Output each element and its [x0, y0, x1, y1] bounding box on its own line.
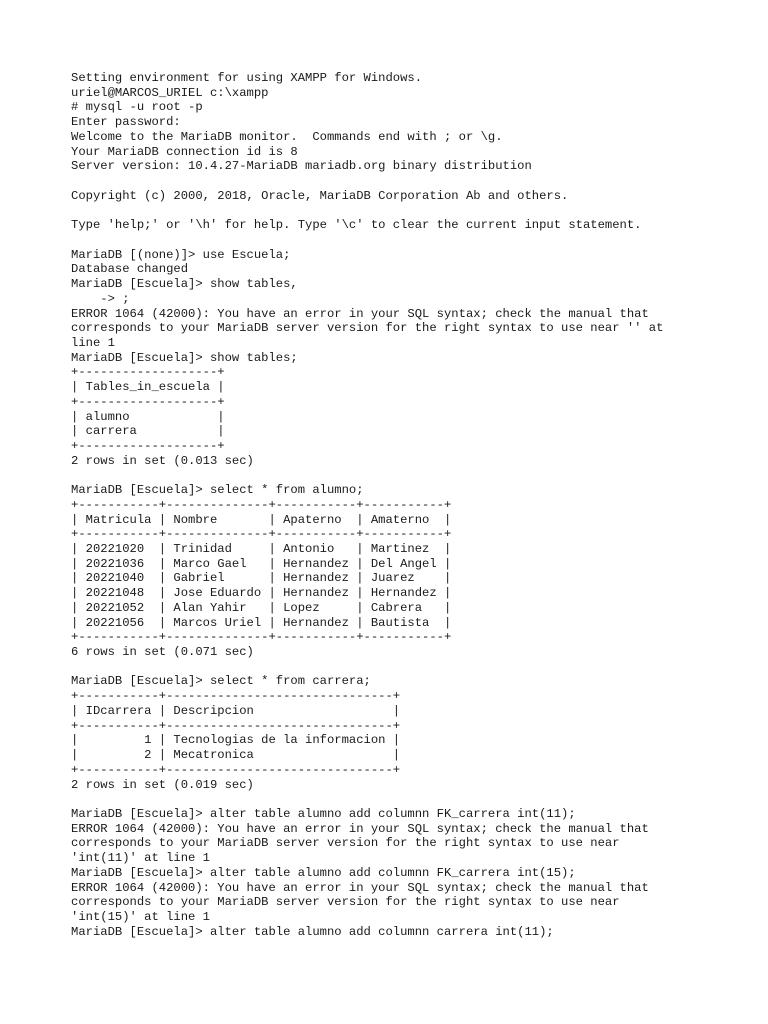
transcript-line: line 1	[71, 335, 115, 350]
transcript-line: Server version: 10.4.27-MariaDB mariadb.org binary distribution	[71, 159, 532, 174]
transcript-line: Your MariaDB connection id is 8	[71, 144, 298, 159]
transcript-line: ERROR 1064 (42000): You have an error in your SQL syntax; check the manual that	[71, 306, 649, 321]
blank-line	[71, 203, 751, 218]
transcript-line: | Matricula | Nombre | Apaterno | Amaterno |	[71, 512, 452, 527]
transcript-line: +-----------+--------------+-----------+-----------+	[71, 497, 452, 512]
transcript-line: 'int(11)' at line 1	[71, 851, 210, 866]
transcript-line: +-------------------+	[71, 365, 225, 380]
transcript-line: | 2 | Mecatronica |	[71, 748, 401, 763]
blank-line	[71, 233, 751, 248]
transcript-line: +-----------+-------------------------------+	[71, 718, 401, 733]
transcript-line: +-----------+-------------------------------+	[71, 762, 401, 777]
blank-line	[71, 468, 751, 483]
transcript-line: 2 rows in set (0.013 sec)	[71, 453, 254, 468]
transcript-line: Enter password:	[71, 115, 181, 130]
transcript-line: uriel@MARCOS_URIEL c:\xampp	[71, 85, 269, 100]
transcript-line: corresponds to your MariaDB server version for the right syntax to use near	[71, 895, 620, 910]
transcript-line: | 20221052 | Alan Yahir | Lopez | Cabrera |	[71, 600, 452, 615]
transcript-line: | 20221056 | Marcos Uriel | Hernandez | Bautista |	[71, 615, 452, 630]
transcript-line: Database changed	[71, 262, 189, 277]
transcript-line: +-----------+--------------+-----------+-----------+	[71, 527, 452, 542]
transcript-line: Copyright (c) 2000, 2018, Oracle, MariaDB Corporation Ab and others.	[71, 188, 569, 203]
transcript-line: +-----------+--------------+-----------+-----------+	[71, 630, 452, 645]
transcript-line: ERROR 1064 (42000): You have an error in your SQL syntax; check the manual that	[71, 821, 649, 836]
transcript-line: 2 rows in set (0.019 sec)	[71, 777, 254, 792]
transcript-line: | 1 | Tecnologias de la informacion |	[71, 733, 401, 748]
transcript-line: 'int(15)' at line 1	[71, 909, 210, 924]
blank-line	[71, 660, 751, 675]
transcript-line: -> ;	[71, 291, 130, 306]
transcript-line: Setting environment for using XAMPP for Windows.	[71, 71, 423, 85]
transcript-line: | 20221020 | Trinidad | Antonio | Martinez |	[71, 542, 452, 556]
transcript-line: +-------------------+	[71, 438, 225, 453]
transcript-line: MariaDB [Escuela]> alter table alumno add columnn FK_carrera int(15);	[71, 865, 576, 880]
transcript-line: MariaDB [Escuela]> show tables,	[71, 277, 298, 292]
blank-line	[71, 174, 751, 189]
transcript-line: MariaDB [(none)]> use Escuela;	[71, 247, 291, 262]
transcript-line: MariaDB [Escuela]> alter table alumno add columnn carrera int(11);	[71, 924, 554, 939]
transcript-line: corresponds to your MariaDB server version for the right syntax to use near '' at	[71, 321, 664, 336]
transcript-line: Type 'help;' or '\h' for help. Type '\c' to clear the current input statement.	[71, 218, 642, 233]
transcript-line: MariaDB [Escuela]> alter table alumno add columnn FK_carrera int(11);	[71, 806, 576, 821]
transcript-line: +-------------------+	[71, 394, 225, 409]
transcript-line: ERROR 1064 (42000): You have an error in your SQL syntax; check the manual that	[71, 880, 649, 895]
transcript-line: Welcome to the MariaDB monitor. Commands end with ; or \g.	[71, 129, 503, 144]
transcript-line: | IDcarrera | Descripcion |	[71, 703, 401, 718]
terminal-transcript	[71, 71, 751, 939]
transcript-line: # mysql -u root -p	[71, 100, 203, 115]
transcript-line: | 20221048 | Jose Eduardo | Hernandez | Hernandez |	[71, 586, 452, 601]
transcript-line: +-----------+-------------------------------+	[71, 689, 401, 704]
transcript-line: MariaDB [Escuela]> select * from alumno;	[71, 483, 364, 498]
transcript-line: corresponds to your MariaDB server version for the right syntax to use near	[71, 836, 620, 851]
transcript-line: MariaDB [Escuela]> show tables;	[71, 350, 298, 365]
transcript-line: | carrera |	[71, 424, 225, 439]
transcript-line: | 20221036 | Marco Gael | Hernandez | Del Angel |	[71, 556, 452, 571]
transcript-line: | 20221040 | Gabriel | Hernandez | Juarez |	[71, 571, 452, 586]
transcript-line: | Tables_in_escuela |	[71, 380, 225, 395]
transcript-line: MariaDB [Escuela]> select * from carrera;	[71, 674, 371, 689]
transcript-line: | alumno |	[71, 409, 225, 424]
transcript-line: 6 rows in set (0.071 sec)	[71, 645, 254, 660]
blank-line	[71, 792, 751, 807]
